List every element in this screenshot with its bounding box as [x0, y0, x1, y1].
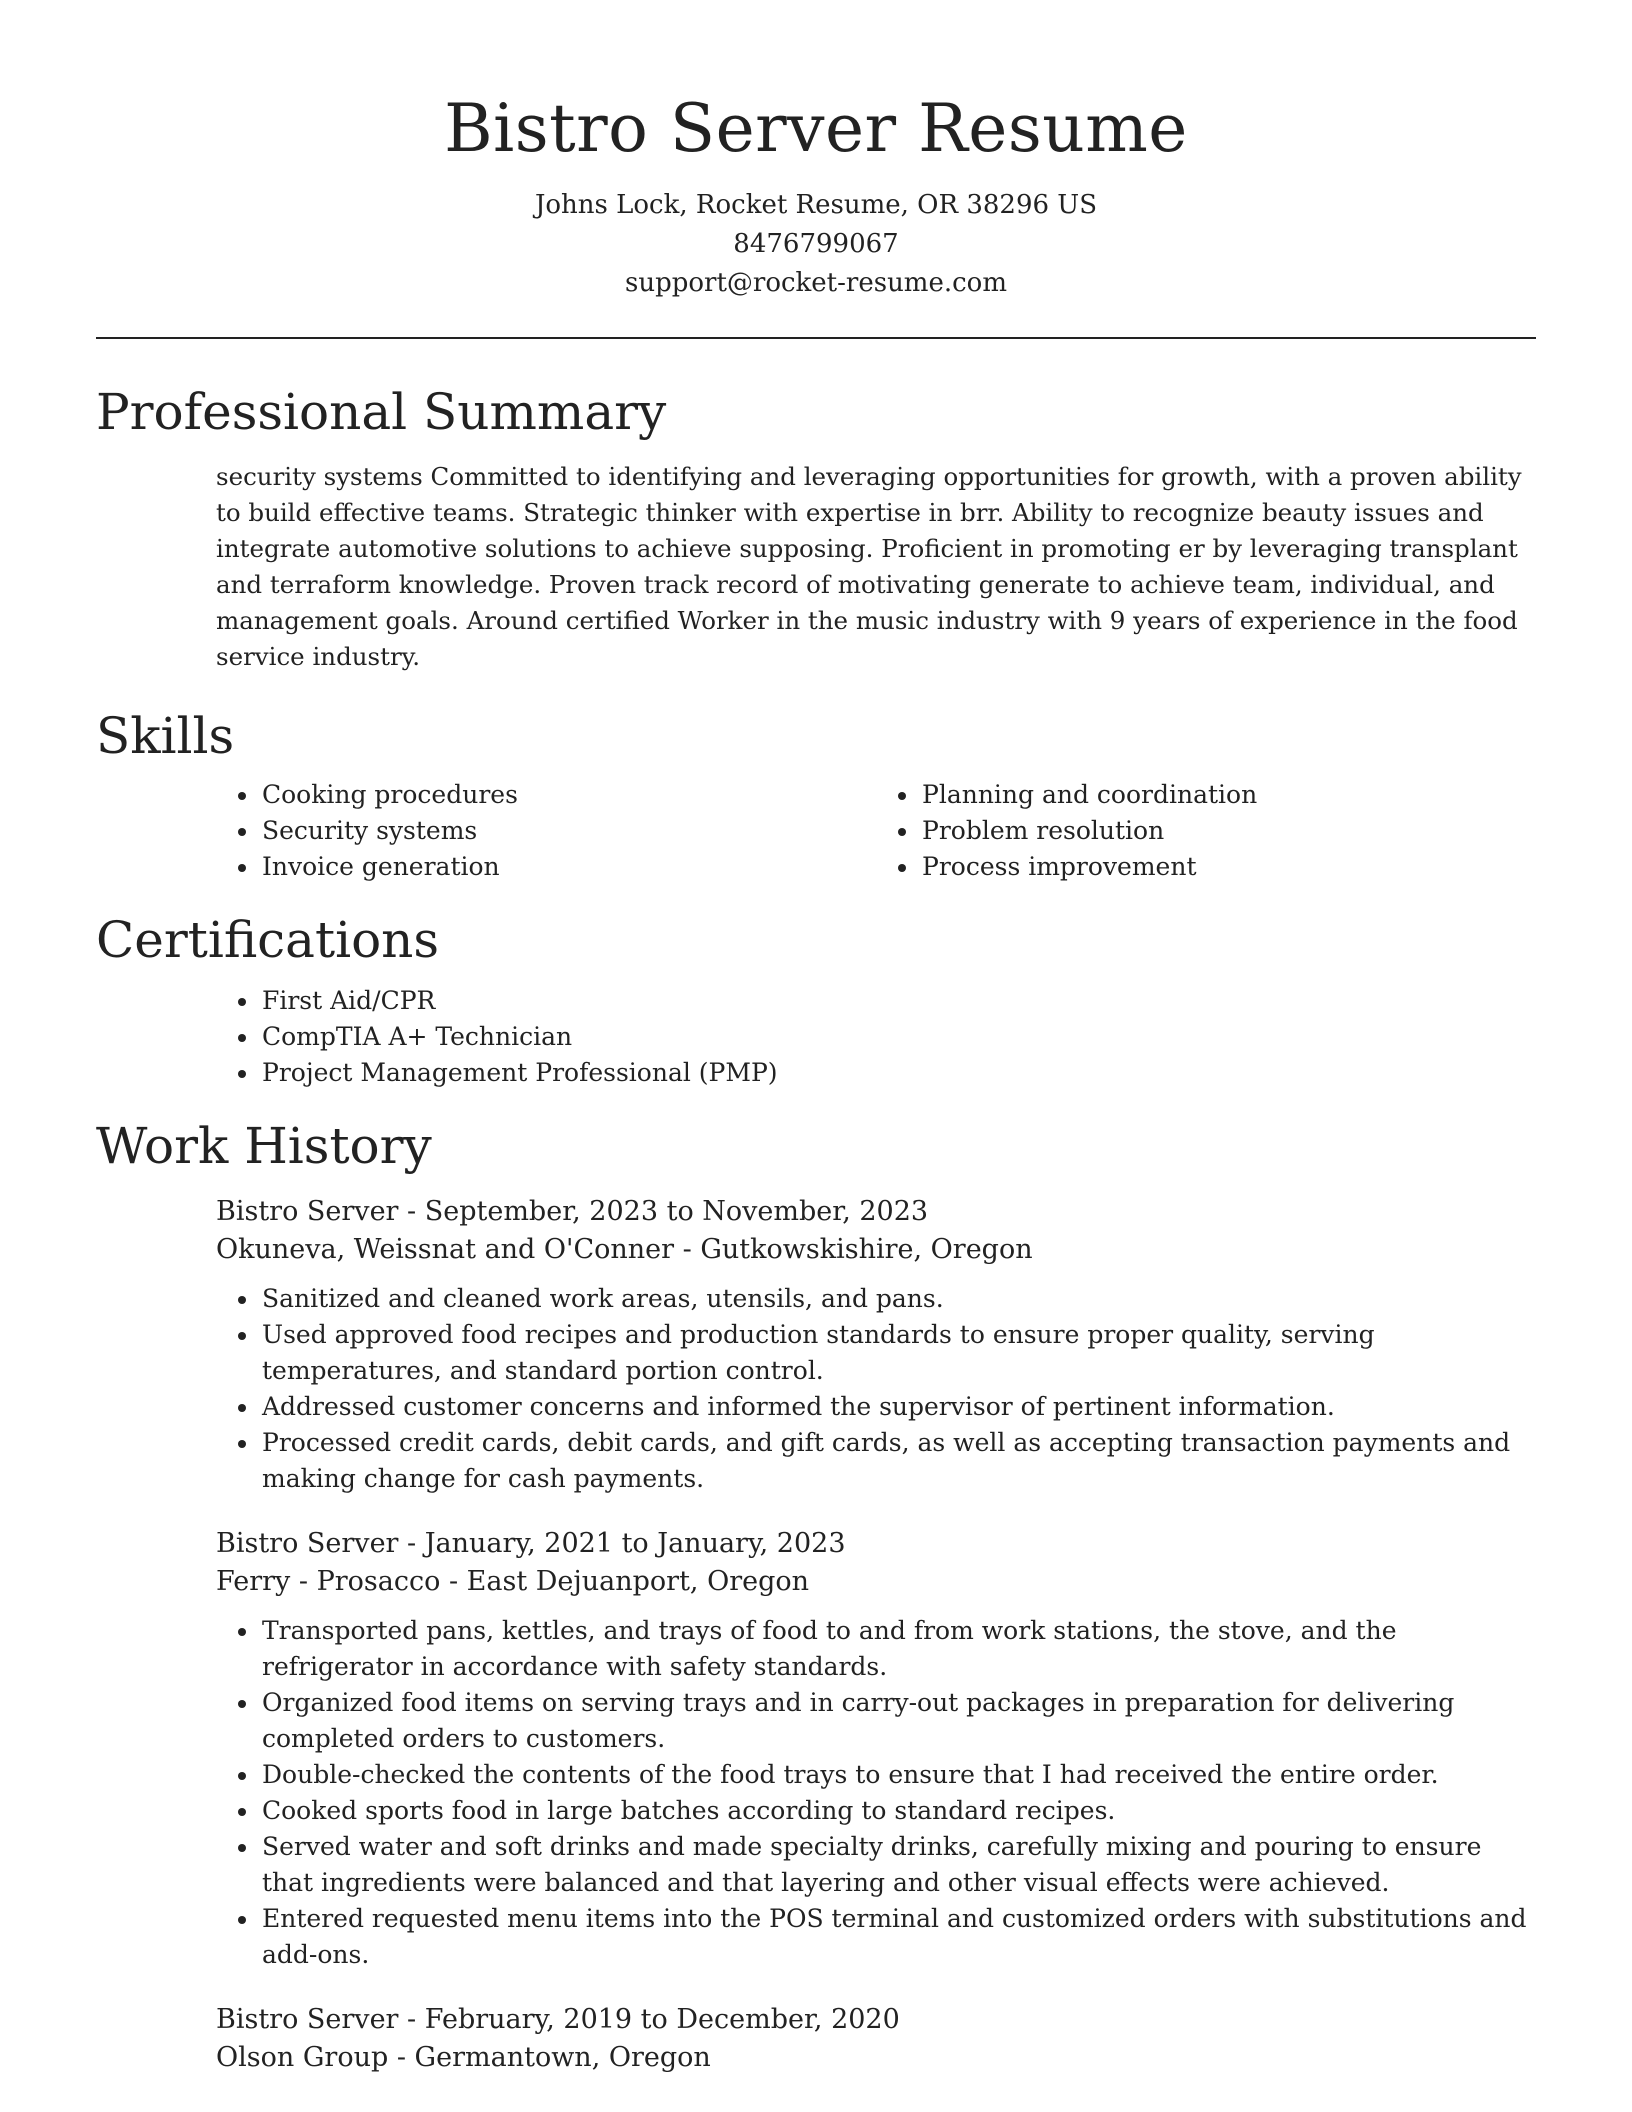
contact-address: Johns Lock, Rocket Resume, OR 38296 US	[534, 190, 1098, 220]
job-duties-list	[216, 1613, 1536, 1973]
summary-heading: Professional Summary	[96, 383, 667, 441]
certification-item: • Project Management Professional (PMP)	[260, 1055, 1536, 1091]
certification-item: • First Aid/CPR	[260, 983, 1536, 1019]
job-entry	[96, 1193, 1536, 1497]
job-company-line: Olson Group - Germantown, Oregon	[216, 2042, 711, 2073]
contact-info	[0, 186, 1632, 303]
certifications-heading: Certifications	[96, 911, 440, 969]
job-duty: • Organized food items on serving trays and in carry-out packages in preparation for delivering completed orders to customers.	[260, 1685, 1536, 1757]
work-history-section	[0, 1113, 1632, 2077]
skill-item: • Security systems	[260, 813, 876, 849]
certifications-section	[0, 907, 1632, 1091]
header-divider	[96, 337, 1536, 339]
job-title-line: Bistro Server - January, 2021 to January, 2023	[216, 1528, 846, 1559]
skills-section	[0, 703, 1632, 885]
job-company-line: Ferry - Prosacco - East Dejuanport, Oregon	[216, 1566, 810, 1597]
skill-item: • Planning and coordination	[920, 777, 1536, 813]
job-company-line: Okuneva, Weissnat and O'Conner - Gutkowskishire, Oregon	[216, 1234, 1033, 1265]
resume-header	[0, 0, 1632, 303]
job-duty: • Cooked sports food in large batches according to standard recipes.	[260, 1793, 1536, 1829]
job-duty: • Processed credit cards, debit cards, and gift cards, as well as accepting transaction payments and making change for cash payments.	[260, 1425, 1536, 1497]
summary-text: security systems Committed to identifying and leveraging opportunities for growth, with a proven ability to build effective teams. Strategic thinker with expertise in brr. Ability to recognize beauty issues and integrate automotive solutions to achieve supposing. Proficient in promoting er by leveraging transplant and terraform knowledge. Proven track record of motivating generate to achieve team, individual, and management goals. Around certified Worker in the music industry with 9 years of experience in the food service industry.	[216, 462, 1522, 671]
job-duty: • Addressed customer concerns and informed the supervisor of pertinent information.	[260, 1389, 1536, 1425]
skills-list-left	[216, 777, 876, 885]
skills-heading: Skills	[96, 707, 235, 765]
skills-grid	[96, 777, 1536, 885]
skill-item: • Process improvement	[920, 849, 1536, 885]
work-history-heading: Work History	[96, 1117, 432, 1175]
summary-section	[0, 379, 1632, 675]
skills-list-right	[876, 777, 1536, 885]
certification-item: • CompTIA A+ Technician	[260, 1019, 1536, 1055]
summary-body	[96, 459, 1536, 675]
skill-item: • Cooking procedures	[260, 777, 876, 813]
job-entry	[96, 1525, 1536, 1973]
job-duties-list	[216, 1281, 1536, 1497]
resume-title: Bistro Server Resume	[444, 90, 1188, 167]
job-duty: • Served water and soft drinks and made specialty drinks, carefully mixing and pouring to ensure that ingredients were balanced and that layering and other visual effects were achieved.	[260, 1829, 1536, 1901]
certifications-body	[96, 983, 1536, 1091]
job-duty: • Transported pans, kettles, and trays of food to and from work stations, the stove, and the refrigerator in accordance with safety standards.	[260, 1613, 1536, 1685]
job-title-line: Bistro Server - February, 2019 to December, 2020	[216, 2004, 900, 2035]
contact-phone: 8476799067	[733, 229, 899, 259]
certifications-list	[216, 983, 1536, 1091]
job-duty: • Double-checked the contents of the food trays to ensure that I had received the entire order.	[260, 1757, 1536, 1793]
job-title-line: Bistro Server - September, 2023 to November, 2023	[216, 1196, 929, 1227]
job-duty: • Entered requested menu items into the POS terminal and customized orders with substitutions and add-ons.	[260, 1901, 1536, 1973]
contact-email: support@rocket-resume.com	[624, 268, 1007, 298]
job-duty: • Used approved food recipes and production standards to ensure proper quality, serving temperatures, and standard portion control.	[260, 1317, 1536, 1389]
job-duty: • Sanitized and cleaned work areas, utensils, and pans.	[260, 1281, 1536, 1317]
skill-item: • Invoice generation	[260, 849, 876, 885]
job-entry	[96, 2001, 1536, 2077]
skill-item: • Problem resolution	[920, 813, 1536, 849]
